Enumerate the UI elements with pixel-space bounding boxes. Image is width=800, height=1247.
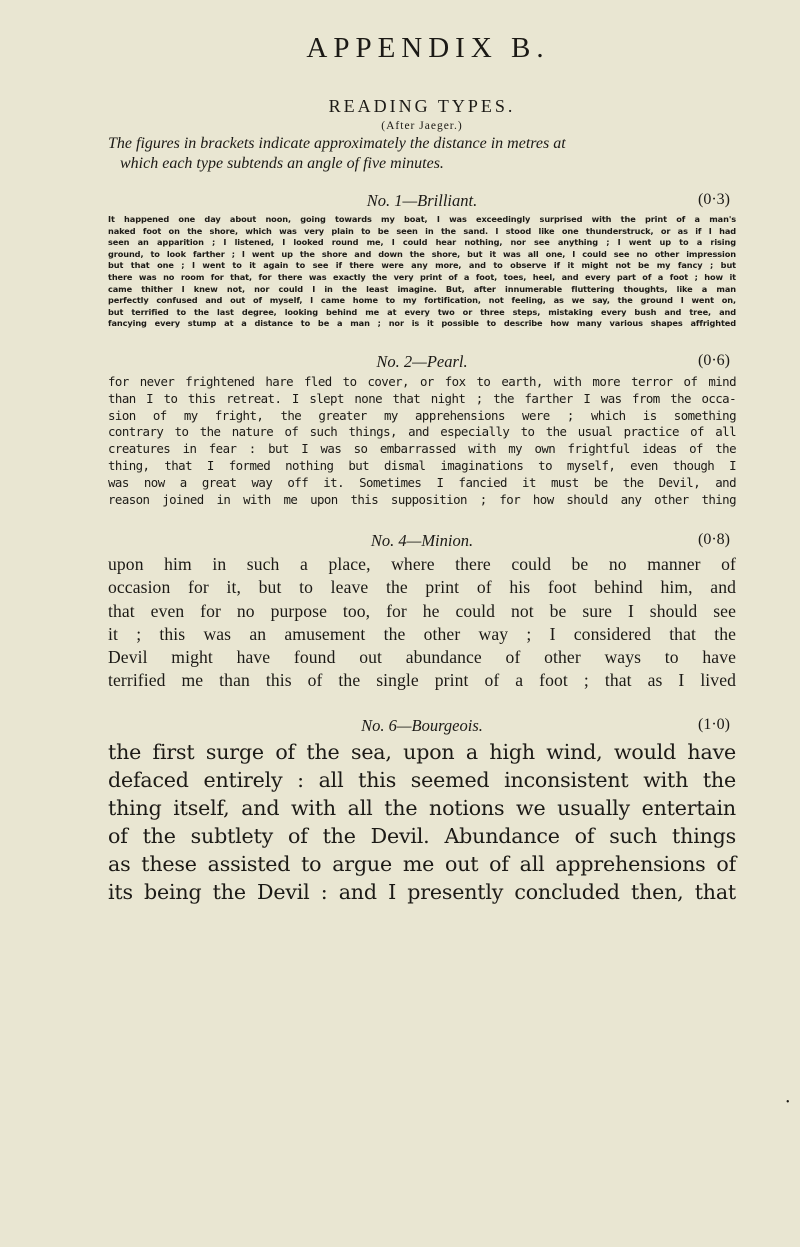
text-line: the first surge of the sea, upon a high wind, would have [108,739,736,764]
author-attribution: (After Jaeger.) [381,120,463,132]
text-line: seen an apparition ; I listened, I looked round me, I could hear nothing, nor see anything ; I went up to a rising [108,237,736,248]
text-line: reason joined in with me upon this supposition ; for how should any other thing [108,491,736,507]
sample-heading-pearl [108,352,736,374]
text-line: its being the Devil : and I presently concluded then, that [108,880,736,905]
text-line: was now a great way off it. Sometimes I fancied it must be the Devil, and [108,474,736,490]
text-line: It happened one day about noon, going towards my boat, I was exceedingly surprised with the print of a man's [108,214,736,224]
text-line: there was no room for that, for there was exactly the very print of a foot, toes, heel, and every part of a foot ; how it [108,271,736,282]
text-line: for never frightened hare fled to cover, or fox to earth, with more terror of mind [108,373,736,389]
intro-note [108,134,736,174]
sample-distance: (1·0) [698,715,730,733]
sample-distance: (0·6) [698,351,730,369]
sample-distance: (0·8) [698,531,730,549]
text-line: Devil might have found out abundance of other ways to have [108,646,736,667]
sample-heading-minion [108,531,736,553]
text-line: terrified me than this of the single print of a foot ; that as I lived [108,669,736,690]
margin-mark: • [786,1097,790,1108]
text-line: upon him in such a place, where there could be no manner of [108,554,736,575]
sample-label: No. 2—Pearl. [376,351,468,371]
text-line: it ; this was an amusement the other way ; I considered that the [108,623,736,644]
text-line: but terrified to the last degree, looking behind me at every two or three steps, mistaking every bush and tree, and [108,306,736,317]
text-line: creatures in fear : but I was so embarrassed with my own frightful ideas of the [108,441,736,457]
text-line: came thither I knew not, nor could I in the least imagine. But, after innumerable fluttering thoughts, like a man [108,283,736,294]
sample-label: No. 4—Minion. [370,531,474,551]
text-line: ground, to look farther ; I went up the shore and down the shore, but it was all one, I could see no other impression [108,248,736,259]
text-line: naked foot on the shore, which was very plain to be seen in the sand. I stood like one thunderstruck, or as if I had [108,225,736,236]
text-line: but that one ; I went to it again to see if there were any more, and to observe if it might not be my fancy ; but [108,260,736,271]
text-line: than I to this retreat. I slept none that night ; the farther I was from the occa- [108,390,736,406]
text-line: perfectly confused and out of myself, I came home to my fortification, not feeling, as we say, the ground I went on, [108,295,736,306]
sample-text-minion [108,553,736,692]
text-line: as these assisted to argue me out of all apprehensions of [108,852,736,877]
sample-label: No. 1—Brilliant. [366,191,478,210]
text-line: fancying every stump at a distance to be a man ; nor is it possible to describe how many various shapes affrighted [108,318,736,329]
sample-text-brilliant [108,214,736,330]
intro-note-line: The figures in brackets indicate approximately the distance in metres at [108,135,566,152]
text-line: occasion for it, but to leave the print of his foot behind him, and [108,577,736,598]
sample-heading-bourgeois [108,716,736,738]
sample-label: No. 6—Bourgeois. [361,715,483,735]
sample-text-pearl [108,374,736,508]
intro-note-line: which each type subtends an angle of five minutes. [120,155,444,172]
text-line: contrary to the nature of such things, and especially to the usual practice of all [108,424,736,440]
text-line: of the subtlety of the Devil. Abundance of such things [108,824,736,849]
sample-text-bourgeois [108,738,736,907]
text-line: thing itself, and with all the notions we usually entertain [108,796,736,821]
section-title: READING TYPES. [328,96,516,116]
appendix-title: APPENDIX B. [306,32,550,64]
text-line: that even for no purpose too, for he could not be sure I should see [108,600,736,621]
text-line: defaced entirely : all this seemed inconsistent with the [108,767,736,792]
sample-heading-brilliant [108,191,736,213]
sample-distance: (0·3) [698,191,730,208]
text-line: sion of my fright, the greater my apprehensions were ; which is something [108,407,736,423]
text-line: thing, that I formed nothing but dismal imaginations to myself, even though I [108,457,736,473]
